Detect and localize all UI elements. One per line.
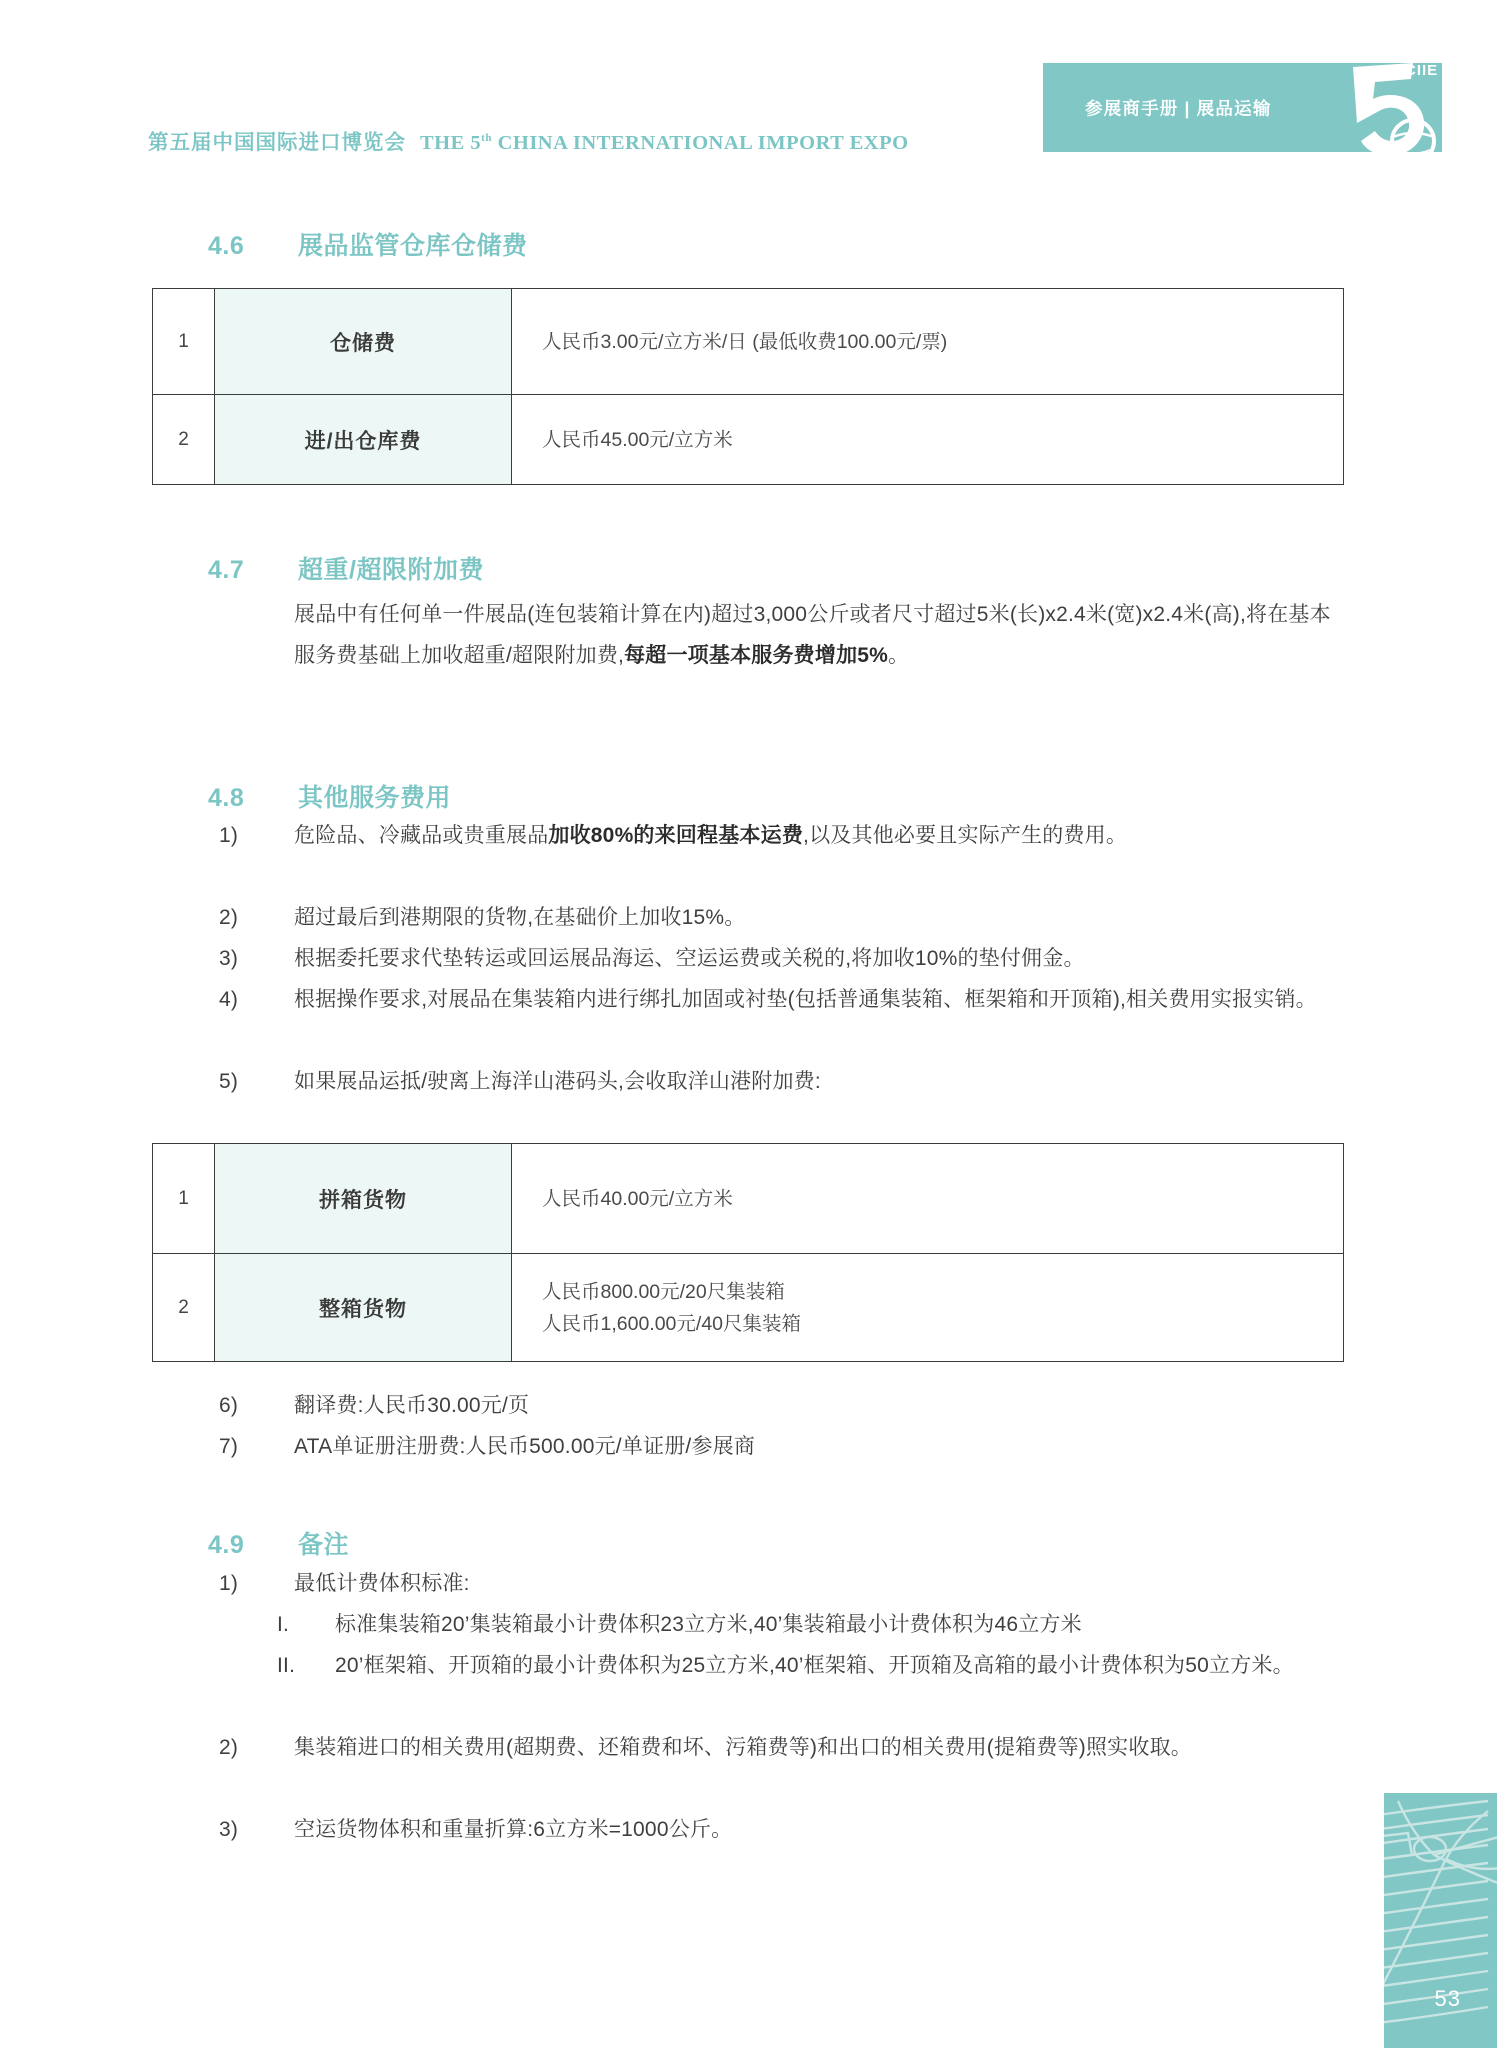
row-index: 2 xyxy=(153,1254,215,1362)
section-title-4-7: 超重/超限附加费 xyxy=(298,556,484,584)
section-heading-4-6 xyxy=(208,226,528,262)
row-name: 拼箱货物 xyxy=(215,1144,512,1254)
row-name: 仓储费 xyxy=(215,289,512,395)
list-marker: 2) xyxy=(219,1736,239,1759)
table-row xyxy=(153,1144,1344,1254)
section-number-4-7: 4.7 xyxy=(208,556,245,584)
list-body: 翻译费:人民币30.00元/页 xyxy=(294,1394,530,1417)
list-item xyxy=(277,1645,1342,1686)
svg-text:2022: 2022 xyxy=(1397,154,1417,161)
list-body: 超过最后到港期限的货物,在基础价上加收15%。 xyxy=(294,906,746,929)
table-row xyxy=(153,395,1344,485)
list-body: 最低计费体积标准: xyxy=(294,1572,470,1595)
list-body: 集装箱进口的相关费用(超期费、还箱费和坏、污箱费等)和出口的相关费用(提箱费等)照实收取。 xyxy=(294,1736,1192,1759)
table-row xyxy=(153,1254,1344,1362)
footer-decorative-pattern xyxy=(1384,1793,1497,2048)
list-marker: 4) xyxy=(219,988,239,1011)
list-body: 空运货物体积和重量折算:6立方米=1000公斤。 xyxy=(294,1818,733,1841)
list-body: 20’框架箱、开顶箱的最小计费体积为25立方米,40’框架箱、开顶箱及高箱的最小计费体积为50立方米。 xyxy=(335,1654,1294,1677)
para-plain-part-1: 展品中有任何单一件展品(连包装箱计算在内)超过3,000公斤或者尺寸超过5米(长)x2.4米(宽)x2.4米(高),将在基本服务费基础上加收超重/超限附加费, xyxy=(294,603,1331,667)
list-text-bold: 加收80%的来回程基本运费 xyxy=(548,824,804,847)
list-body: 如果展品运抵/驶离上海洋山港码头,会收取洋山港附加费: xyxy=(294,1070,821,1093)
list-marker: 1) xyxy=(219,1572,239,1595)
list-marker: II. xyxy=(277,1654,296,1677)
list-item xyxy=(277,1604,1342,1645)
list-marker: 3) xyxy=(219,1818,239,1841)
row-value: 人民币45.00元/立方米 xyxy=(512,395,1344,485)
list-item xyxy=(219,1563,1342,1604)
list-body: 根据操作要求,对展品在集装箱内进行绑扎加固或衬垫(包括普通集装箱、框架箱和开顶箱),相关费用实报实销。 xyxy=(294,988,1317,1011)
list-item xyxy=(219,938,1342,979)
header-section-tag-label: 参展商手册 | 展品运输 xyxy=(1085,98,1272,118)
list-item xyxy=(219,1809,1342,1850)
list-body xyxy=(294,815,1342,856)
list-item xyxy=(219,815,1342,856)
table-row xyxy=(153,289,1344,395)
section-title-4-6: 展品监管仓库仓储费 xyxy=(298,232,528,260)
yangshan-surcharge-table xyxy=(152,1143,1344,1362)
section-number-4-8: 4.8 xyxy=(208,784,245,812)
section-number-4-9: 4.9 xyxy=(208,1531,245,1559)
svg-text:CIIE: CIIE xyxy=(1405,62,1439,79)
row-value xyxy=(512,1254,1344,1362)
row-value-line-2: 人民币1,600.00元/40尺集装箱 xyxy=(542,1312,802,1335)
row-name: 进/出仓库费 xyxy=(215,395,512,485)
section-number-4-6: 4.6 xyxy=(208,232,245,260)
list-item xyxy=(219,1727,1342,1768)
para-plain-part-2: 。 xyxy=(888,644,910,667)
list-item xyxy=(219,1426,1342,1467)
section-heading-4-9 xyxy=(208,1525,349,1561)
list-marker: 7) xyxy=(219,1435,239,1458)
list-marker: 2) xyxy=(219,906,239,929)
list-marker: I. xyxy=(277,1613,290,1636)
list-marker: 1) xyxy=(219,824,239,847)
list-marker: 6) xyxy=(219,1394,239,1417)
list-marker: 5) xyxy=(219,1070,239,1093)
header-section-tag xyxy=(1043,62,1442,161)
page-number: 53 xyxy=(1434,1986,1461,2011)
section-heading-4-7 xyxy=(208,550,484,586)
page-header xyxy=(0,0,1497,200)
list-body: ATA单证册注册费:人民币500.00元/单证册/参展商 xyxy=(294,1435,756,1458)
list-marker: 3) xyxy=(219,947,239,970)
row-index: 1 xyxy=(153,289,215,395)
list-body: 标准集装箱20’集装箱最小计费体积23立方米,40’集装箱最小计费体积为46立方米 xyxy=(335,1613,1082,1636)
list-text-pre: 危险品、冷藏品或贵重展品 xyxy=(294,824,549,847)
row-value-line-1: 人民币800.00元/20尺集装箱 xyxy=(542,1280,785,1303)
row-value: 人民币3.00元/立方米/日 (最低收费100.00元/票) xyxy=(512,289,1344,395)
section-title-4-9: 备注 xyxy=(298,1531,350,1559)
header-title-en-pre: THE 5 xyxy=(420,132,482,154)
list-text-post: ,以及其他必要且实际产生的费用。 xyxy=(803,824,1128,847)
row-name: 整箱货物 xyxy=(215,1254,512,1362)
header-title-en-post: CHINA INTERNATIONAL IMPORT EXPO xyxy=(491,132,909,154)
para-bold-part: 每超一项基本服务费增加5% xyxy=(624,644,889,667)
header-title-ordinal: th xyxy=(481,132,492,145)
list-item xyxy=(219,1385,1342,1426)
list-item xyxy=(219,897,1342,938)
list-item xyxy=(219,1061,1342,1102)
section-title-4-8: 其他服务费用 xyxy=(298,784,452,812)
section-heading-4-8 xyxy=(208,778,451,814)
header-title-cn: 第五届中国国际进口博览会 xyxy=(148,132,406,154)
list-item xyxy=(219,979,1342,1020)
row-index: 2 xyxy=(153,395,215,485)
row-index: 1 xyxy=(153,1144,215,1254)
row-value xyxy=(512,1144,1344,1254)
header-expo-title xyxy=(148,125,909,155)
section-4-7-paragraph xyxy=(294,594,1342,676)
ciie-logo-icon xyxy=(1331,45,1443,163)
storage-fee-table xyxy=(152,288,1344,485)
row-value-line-1: 人民币40.00元/立方米 xyxy=(542,1187,733,1210)
list-body: 根据委托要求代垫转运或回运展品海运、空运运费或关税的,将加收10%的垫付佣金。 xyxy=(294,947,1085,970)
